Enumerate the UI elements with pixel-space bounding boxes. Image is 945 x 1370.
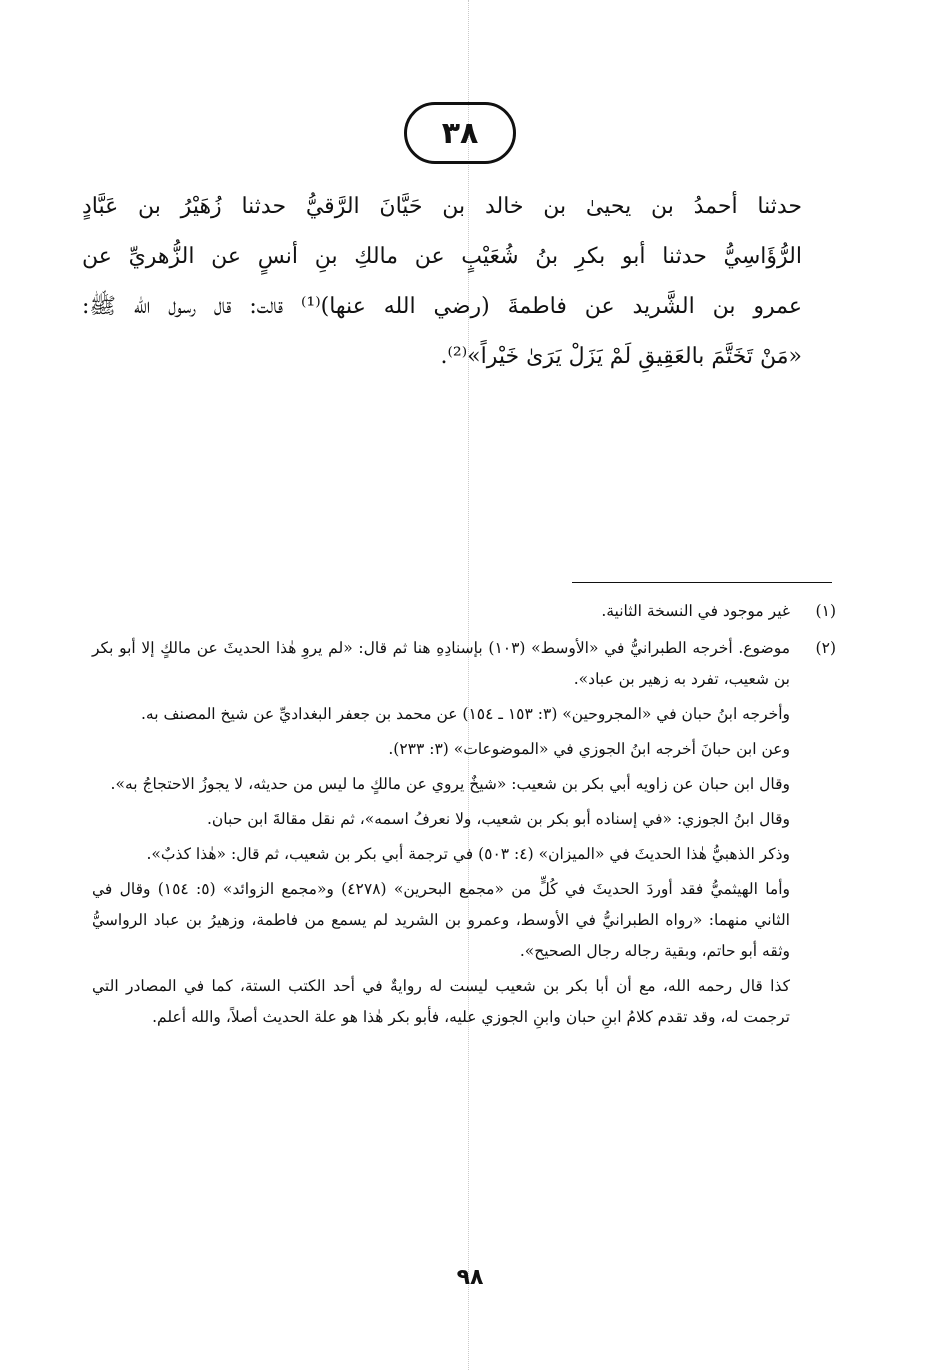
page-number: ٩٨: [456, 1265, 484, 1290]
hadith-line: حدثنا أحمدُ بن يحيىٰ بن خالد بن حَيَّانَ الرَّقيُّ حدثنا زُهَيْرُ بن عَبَّادٍ: [82, 194, 802, 219]
footnote-paragraph: وأما الهيثميُّ فقد أوردَ الحديثَ في كُلٍّ من «مجمع البحرين» (٤٢٧٨) و«مجمع الزوائد» (٥: ١٥٤) وقال في الثاني منهما: «رواه الطبرانيُّ في الأوسط، وعمرو بن الشريد لم يسمع من فاطمة، وزهيرُ بن عباد الرواسيُّ وثقه أبو حاتم، وبقية رجاله رجال الصحيح».: [92, 880, 791, 960]
footnote-paragraph: غير موجود في النسخة الثانية.: [601, 602, 790, 620]
hadith-text: [82, 182, 802, 382]
footnote-divider: [572, 582, 832, 583]
footnote-body: [92, 596, 790, 631]
footnotes: [92, 596, 842, 1039]
footnote-paragraph: كذا قال رحمه الله، مع أن أبا بكر بن شعيب ليست له روايةٌ في أحد الكتب الستة، كما في المصادر التي ترجمت له، وقد تقدم كلامُ ابنِ حبان وابنِ الجوزي عليه، فأبو بكر هٰذا هو علة الحديث أصلاً، والله أعلم.: [92, 977, 790, 1026]
footnote-body: [92, 633, 790, 1037]
hadith-line: الرُّؤَاسِيُّ حدثنا أبو بكرِ بنُ شُعَيْبٍ عن مالكِ بنِ أنسٍ عن الزُّهريِّ عن: [82, 244, 802, 269]
footnote-marker: (٢): [815, 639, 836, 657]
footnote-marker: (١): [815, 602, 836, 620]
footnote-paragraph: موضوع. أخرجه الطبرانيُّ في «الأوسط» (١٠٣) بإسنادِهِ هنا ثم قال: «لم يروِ هٰذا الحديثَ عن مالكٍ إلا أبو بكر بن شعيب، تفرد به زهير بن عباد».: [92, 639, 791, 688]
footnote-1: [92, 596, 842, 631]
footnote-paragraph: وعن ابن حبانَ أخرجه ابنُ الجوزي في «الموضوعات» (٣: ٢٣٣).: [388, 740, 790, 758]
hadith-line: عمرو بن الشَّريد عن فاطمةَ (رضي الله عنها)⁽¹⁾ قالت: قال رسول الله ﷺ:: [82, 294, 803, 319]
footnote-2: [92, 633, 842, 1037]
footnote-paragraph: وذكر الذهبيُّ هٰذا الحديثَ في «الميزان» (٤: ٥٠٣) في ترجمة أبي بكر بن شعيب، ثم قال: «هٰذا كذبٌ».: [146, 845, 790, 863]
footnote-paragraph: وأخرجه ابنُ حبان في «المجروحين» (٣: ١٥٣ ـ ١٥٤) عن محمد بن جعفر البغداديِّ عن شيخ المصنف به.: [140, 705, 790, 723]
hadith-number-badge: [404, 102, 516, 164]
hadith-number: ٣٨: [441, 115, 479, 151]
hadith-line: «مَنْ تَخَتَّمَ بالعَقِيقِ لَمْ يَزَلْ يَرَىٰ خَيْراً»⁽²⁾.: [440, 344, 802, 369]
footnote-paragraph: وقال ابنُ الجوزي: «في إسناده أبو بكر بن شعيب، ولا نعرفُ اسمه»، ثم نقل مقالةَ ابن حبان.: [207, 810, 790, 828]
footnote-paragraph: وقال ابن حبان عن زاويه أبي بكر بن شعيب: «شيخٌ يروي عن مالكٍ ما ليس من حديثه، لا يجوزُ الاحتجاجُ به».: [110, 775, 790, 793]
